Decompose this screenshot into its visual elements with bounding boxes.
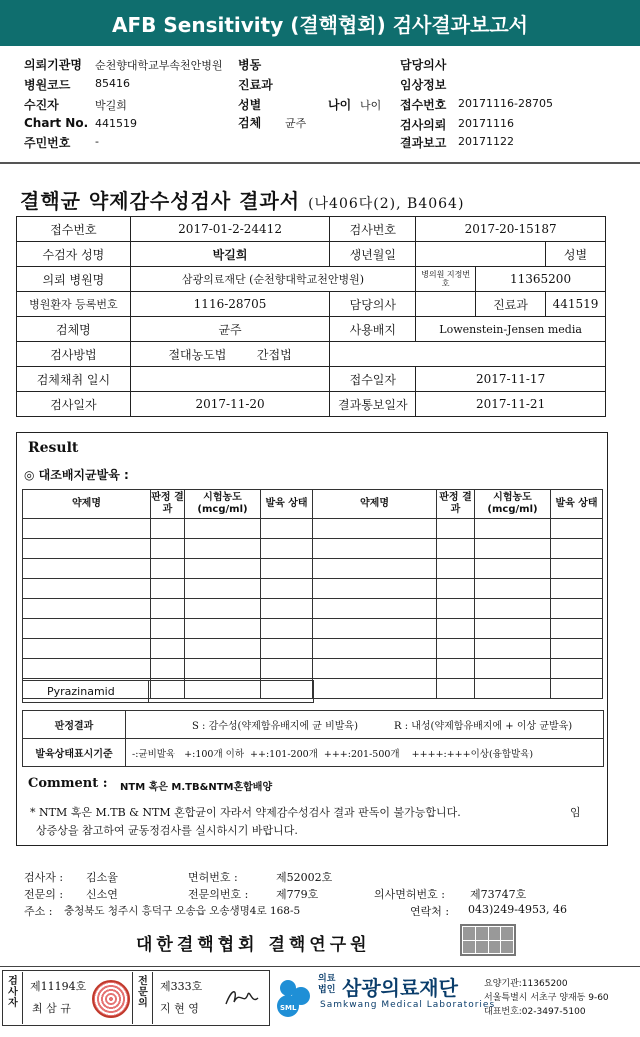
reg-no-value: 1116-28705 — [130, 292, 330, 317]
specialist-no-label: 전문의번호 : — [188, 888, 249, 901]
label-specimen: 검체 — [238, 116, 262, 130]
value-institution: 순천향대학교부속천안병원 — [95, 59, 223, 72]
report-title-bar — [0, 0, 640, 46]
specialist-no-value: 제779호 — [276, 888, 319, 901]
label-request-date: 검사의뢰 — [400, 118, 447, 132]
specialist-vertical-label: 전문의 — [138, 976, 148, 1009]
table-cell — [313, 659, 437, 679]
header-divider — [0, 162, 640, 164]
table-cell — [551, 559, 603, 579]
table-cell — [261, 519, 313, 539]
table-cell — [23, 539, 151, 559]
method-absolute: 절대농도법 — [168, 347, 227, 362]
table-cell — [23, 639, 151, 659]
table-cell — [437, 539, 475, 559]
table-cell — [185, 579, 261, 599]
specimen-label: 검체명 — [17, 317, 131, 342]
col-growth: 발육 상태 — [261, 490, 313, 519]
document-title-text: 결핵균 약제감수성검사 결과서 — [20, 189, 301, 213]
table-cell — [475, 519, 551, 539]
info-row — [17, 267, 606, 292]
sex-label: 성별 — [545, 242, 605, 267]
lab-phone: 대표번호:02-3497-5100 — [484, 1007, 586, 1017]
label-ward: 병동 — [238, 58, 262, 72]
col-judgement-2: 판정 결과 — [437, 490, 475, 519]
col-growth-2: 발육 상태 — [551, 490, 603, 519]
lab-address: 서울특별시 서초구 양재동 9-60 — [484, 993, 609, 1003]
table-cell — [261, 639, 313, 659]
method-blank — [330, 342, 606, 367]
table-cell — [551, 539, 603, 559]
table-cell — [23, 559, 151, 579]
table-cell — [475, 579, 551, 599]
table-cell — [475, 619, 551, 639]
value-age: 나이 — [360, 99, 382, 112]
test-date-label: 검사일자 — [17, 392, 131, 417]
table-cell — [437, 619, 475, 639]
address-label: 주소 : — [24, 905, 53, 918]
label-chart-no: Chart No. — [24, 116, 89, 130]
table-cell — [475, 599, 551, 619]
lab-logo-icon — [274, 974, 314, 1020]
table-cell — [437, 659, 475, 679]
birth-label: 생년월일 — [330, 242, 416, 267]
result-date-label: 결과통보일자 — [330, 392, 416, 417]
reg-no-label: 병원환자 등록번호 — [17, 292, 131, 317]
table-cell — [437, 599, 475, 619]
specimen-value: 균주 — [130, 317, 330, 342]
license-value: 제52002호 — [276, 871, 333, 884]
table-row — [23, 639, 603, 659]
pyrazinamide-value — [149, 681, 314, 703]
table-cell — [185, 639, 261, 659]
table-cell — [23, 519, 151, 539]
table-row — [23, 579, 603, 599]
sig-divider — [152, 972, 153, 1024]
table-cell — [313, 579, 437, 599]
label-doctor: 담당의사 — [400, 58, 447, 72]
table-cell — [151, 639, 185, 659]
legend-susceptible: S : 감수성(약제함유배지에 균 비발육) — [192, 721, 358, 732]
receipt-no-label: 접수번호 — [17, 217, 131, 242]
media-label: 사용배지 — [330, 317, 416, 342]
table-cell — [261, 539, 313, 559]
table-cell — [551, 519, 603, 539]
label-department: 진료과 — [238, 78, 273, 92]
table-cell — [261, 599, 313, 619]
table-row — [23, 519, 603, 539]
table-cell — [185, 659, 261, 679]
table-cell — [313, 559, 437, 579]
col-judgement: 판정 결과 — [151, 490, 185, 519]
examiner-signer-name: 최 삼 규 — [32, 1002, 71, 1015]
value-chart-no: 441519 — [95, 117, 137, 130]
sig-divider — [22, 972, 23, 1024]
label-clinical-info: 임상정보 — [400, 78, 447, 92]
table-cell — [313, 539, 437, 559]
table-cell — [437, 579, 475, 599]
label-report-date: 결과보고 — [400, 136, 447, 150]
table-cell — [261, 579, 313, 599]
col-concentration: 시험농도 (mcg/ml) — [185, 490, 261, 519]
drug-result-table — [22, 489, 603, 699]
lab-code: 요양기관:11365200 — [484, 979, 568, 989]
table-cell — [185, 599, 261, 619]
birth-value — [416, 242, 546, 267]
method-indirect: 간접법 — [256, 347, 292, 362]
table-cell — [551, 579, 603, 599]
document-code: (나406다(2), B4064) — [308, 196, 465, 212]
value-patient: 박길희 — [95, 99, 127, 112]
label-receipt-no: 접수번호 — [400, 98, 447, 112]
table-header-row — [23, 490, 603, 519]
specialist-name: 신소연 — [86, 888, 118, 901]
table-cell — [185, 559, 261, 579]
examiner-name: 김소율 — [86, 871, 118, 884]
result-title: Result — [28, 440, 79, 456]
value-request-date: 20171116 — [458, 117, 514, 130]
media-value: Lowenstein-Jensen media — [416, 317, 606, 342]
table-cell — [151, 539, 185, 559]
info-row — [17, 292, 606, 317]
table-cell — [23, 619, 151, 639]
table-cell — [437, 639, 475, 659]
specialist-license-no: 제333호 — [160, 980, 203, 993]
table-cell — [475, 639, 551, 659]
table-cell — [475, 679, 551, 699]
value-resident-no: - — [95, 135, 99, 148]
collect-date-label: 검체채취 일시 — [17, 367, 131, 392]
col-concentration-2: 시험농도 (mcg/ml) — [475, 490, 551, 519]
table-cell — [151, 619, 185, 639]
doctor-license-value: 제73747호 — [470, 888, 527, 901]
table-cell — [23, 579, 151, 599]
value-report-date: 20171122 — [458, 135, 514, 148]
table-row — [23, 559, 603, 579]
table-cell — [261, 559, 313, 579]
col-drug-name-2: 약제명 — [313, 490, 437, 519]
table-cell — [151, 519, 185, 539]
note-line-1: * NTM 혹은 M.TB & NTM 혼합균이 자라서 약제감수성검사 결과 판독이 불가능합니다. — [30, 806, 461, 819]
collect-date-value — [130, 367, 330, 392]
doctor-label: 담당의사 — [330, 292, 416, 317]
document-title — [20, 185, 464, 214]
signature-icon — [222, 984, 262, 1010]
table-cell — [551, 639, 603, 659]
table-row — [23, 539, 603, 559]
table-cell — [23, 599, 151, 619]
table-cell — [151, 599, 185, 619]
table-cell — [437, 679, 475, 699]
method-value — [130, 342, 330, 367]
accept-date-label: 접수일자 — [330, 367, 416, 392]
table-cell — [437, 519, 475, 539]
table-cell — [185, 519, 261, 539]
table-cell — [151, 659, 185, 679]
lab-english-name: Samkwang Medical Laboratories — [320, 1000, 496, 1010]
test-no-label: 검사번호 — [330, 217, 416, 242]
specialist-signer-name: 지 현 영 — [160, 1002, 199, 1015]
value-receipt-no: 20171116-28705 — [458, 97, 553, 110]
table-row — [23, 659, 603, 679]
table-cell — [313, 619, 437, 639]
table-row — [23, 619, 603, 639]
test-no-value: 2017-20-15187 — [416, 217, 606, 242]
table-cell — [551, 599, 603, 619]
info-row — [17, 217, 606, 242]
lab-name: 삼광의료재단 — [342, 976, 458, 1000]
table-row — [23, 599, 603, 619]
dept-value: 441519 — [545, 292, 605, 317]
hospital-code-value: 11365200 — [476, 267, 606, 292]
value-hospital-code: 85416 — [95, 77, 130, 90]
table-cell — [151, 559, 185, 579]
method-label: 검사방법 — [17, 342, 131, 367]
pyrazinamide-label: Pyrazinamid — [23, 681, 149, 703]
hospital-code-label: 병의원 지정번호 — [416, 267, 476, 292]
table-cell — [313, 599, 437, 619]
lab-prefix: 의료법인 — [318, 974, 336, 995]
legend-row — [23, 711, 604, 739]
doctor-value — [416, 292, 476, 317]
legend-table — [22, 710, 604, 767]
table-cell — [551, 679, 603, 699]
info-row — [17, 367, 606, 392]
patient-info-table — [16, 216, 606, 417]
label-hospital-code: 병원코드 — [24, 78, 71, 92]
table-row — [23, 681, 314, 703]
info-row — [17, 317, 606, 342]
svg-text:SML: SML — [280, 1004, 297, 1012]
table-cell — [185, 539, 261, 559]
legend-growth-label: 발육상태표시기준 — [23, 739, 126, 767]
legend-resistant: R : 내성(약제함유배지에 + 이상 균발육) — [393, 721, 573, 732]
test-date-value: 2017-11-20 — [130, 392, 330, 417]
address-value: 충청북도 청주시 흥덕구 오송읍 오송생명4로 168-5 — [64, 905, 301, 917]
table-cell — [261, 619, 313, 639]
table-cell — [475, 659, 551, 679]
table-cell — [475, 559, 551, 579]
table-cell — [551, 619, 603, 639]
table-cell — [261, 659, 313, 679]
table-cell — [475, 539, 551, 559]
patient-name-value: 박길희 — [130, 242, 330, 267]
license-label: 면허번호 : — [188, 871, 238, 884]
comment-label: Comment : — [28, 776, 108, 791]
contact-value: 043)249-4953, 46 — [468, 903, 567, 916]
examiner-license-no: 제11194호 — [30, 980, 87, 993]
table-cell — [437, 559, 475, 579]
legend-growth-value: -:균비발육 +:100개 이하 ++:101-200개 +++:201-500개 ++++:+++이상(융합발육) — [126, 739, 604, 767]
legend-judge-label: 판정결과 — [23, 711, 126, 739]
institute-name: 대한결핵협회 결핵연구원 — [136, 935, 371, 955]
sig-divider — [132, 972, 133, 1024]
label-sex: 성별 — [238, 98, 262, 112]
table-cell — [23, 659, 151, 679]
result-date-value: 2017-11-21 — [416, 392, 606, 417]
info-row — [17, 342, 606, 367]
hospital-label: 의뢰 병원명 — [17, 267, 131, 292]
table-cell — [313, 519, 437, 539]
pyrazinamide-table — [22, 680, 314, 703]
table-cell — [151, 579, 185, 599]
institute-stamp — [460, 924, 516, 956]
receipt-no-value: 2017-01-2-24412 — [130, 217, 330, 242]
dept-label: 진료과 — [476, 292, 546, 317]
info-row — [17, 242, 606, 267]
report-title: AFB Sensitivity (결핵협회) 검사결과보고서 — [112, 12, 528, 37]
label-age: 나이 — [328, 98, 352, 112]
hospital-value: 삼광의료재단 (순천향대학교천안병원) — [130, 267, 415, 292]
info-row — [17, 392, 606, 417]
table-cell — [313, 679, 437, 699]
col-drug-name: 약제명 — [23, 490, 151, 519]
patient-name-label: 수검자 성명 — [17, 242, 131, 267]
examiner-label: 검사자 : — [24, 871, 64, 884]
label-patient: 수진자 — [24, 98, 59, 112]
culture-growth-label: ◎ 대조배지균발육 : — [24, 468, 129, 482]
table-cell — [551, 659, 603, 679]
examiner-vertical-label: 검사자 — [8, 976, 18, 1009]
accept-date-value: 2017-11-17 — [416, 367, 606, 392]
contact-label: 연락처 : — [410, 905, 450, 918]
seal-icon — [92, 980, 130, 1018]
doctor-license-label: 의사면허번호 : — [374, 888, 445, 901]
comment-value: NTM 혹은 M.TB&NTM혼합배양 — [120, 782, 273, 793]
value-specimen: 균주 — [285, 117, 307, 130]
label-resident-no: 주민번호 — [24, 136, 71, 150]
legend-row — [23, 739, 604, 767]
specialist-label: 전문의 : — [24, 888, 64, 901]
legend-judge-value — [126, 711, 604, 739]
note-line-2: 상증상을 참고하여 균동정검사를 실시하시기 바랍니다. — [36, 824, 298, 837]
table-cell — [313, 639, 437, 659]
note-line-1-end: 임 — [570, 806, 581, 819]
table-cell — [185, 619, 261, 639]
label-institution: 의뢰기관명 — [24, 58, 82, 72]
